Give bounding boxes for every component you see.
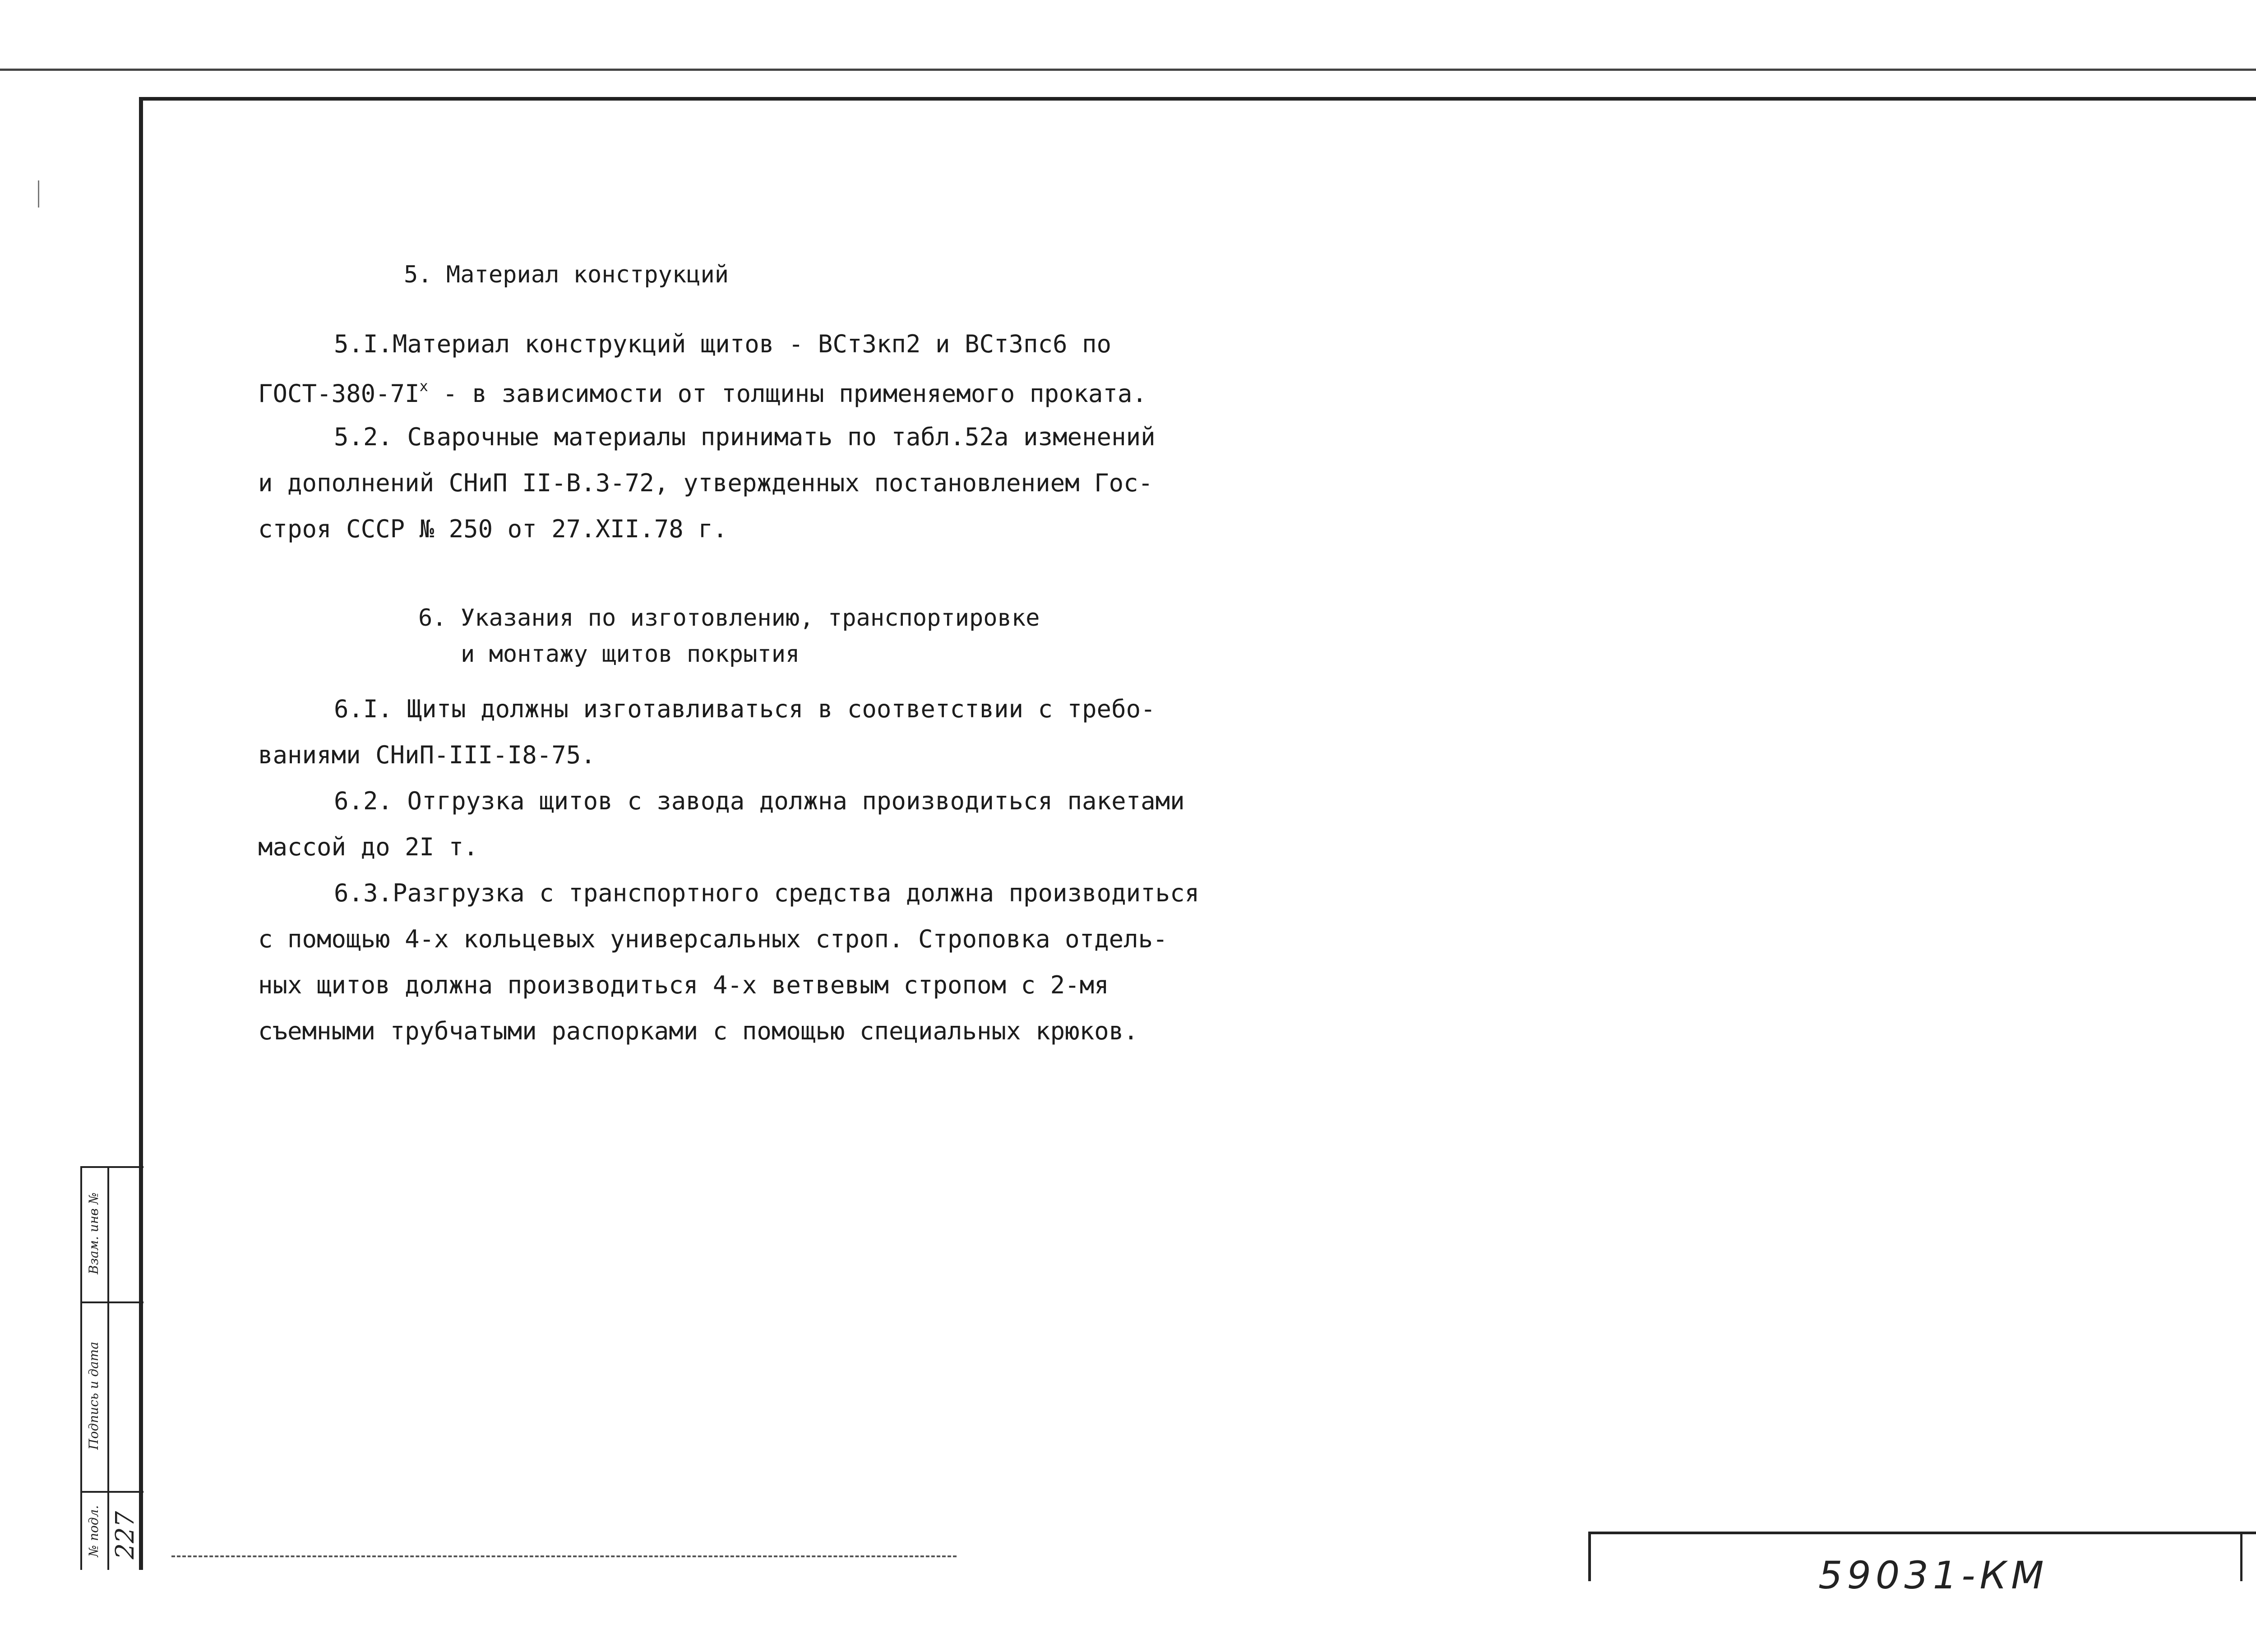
stamp-inv-dubl-label: Взам. инв № [86,1192,101,1274]
stamp-inv-podl-label: № подл. [86,1505,101,1557]
gost-superscript: x [419,378,428,395]
section-5-line-4: и дополнений СНиП II-В.3-72, утвержденных постановлением Гос- [258,469,1153,497]
section-6-line-7: ных щитов должна производиться 4-х ветвевым стропом с 2-мя [258,971,1109,999]
section-6-line-5: 6.3.Разгрузка с транспортного средства должна производиться [334,879,1200,907]
title-block [1588,1532,2256,1652]
frame-top-border [140,97,2256,101]
stamp-inv-podl-value: 227 [111,1511,140,1560]
section-5-line-2 [258,379,1147,406]
section-6-heading-line-1: 6. Указания по изготовлению, транспортировке [418,605,1040,632]
section-6-line-3: 6.2. Отгрузка щитов с завода должна производиться пакетами [334,787,1185,815]
section-5-line-5: строя СССР № 250 от 27.XII.78 г. [258,515,728,543]
section-5-heading: 5. Материал конструкций [404,261,729,288]
frame-bottom-partial-line [171,1555,957,1557]
section-6-line-4: массой до 2I т. [258,833,478,861]
gost-reference: ГОСТ-380-7I [258,379,420,408]
section-6-line-2: ваниями СНиП-III-I8-75. [258,741,596,769]
section-6-line-1: 6.I. Щиты должны изготавливаться в соответствии с требо- [334,695,1156,723]
section-5-line-2-rest: - в зависимости от толщины применяемого проката. [428,379,1147,408]
left-margin-tick [38,180,39,208]
section-5-line-1: 5.I.Материал конструкций щитов - ВСт3кп2 и ВСт3пс6 по [334,330,1112,358]
drawing-code: 59031-КМ [1818,1553,2048,1597]
section-5-line-3: 5.2. Сварочные материалы принимать по табл.52а изменений [334,423,1156,451]
stamp-sign-date-label: Подпись и дата [86,1342,101,1450]
section-6-line-8: съемными трубчатыми распорками с помощью специальных крюков. [258,1017,1138,1045]
binding-stamp [80,1166,143,1570]
section-6-heading-line-2: и монтажу щитов покрытия [461,641,800,668]
section-6-line-6: с помощью 4-х кольцевых универсальных строп. Строповка отдель- [258,925,1168,953]
top-edge-line [0,69,2256,71]
